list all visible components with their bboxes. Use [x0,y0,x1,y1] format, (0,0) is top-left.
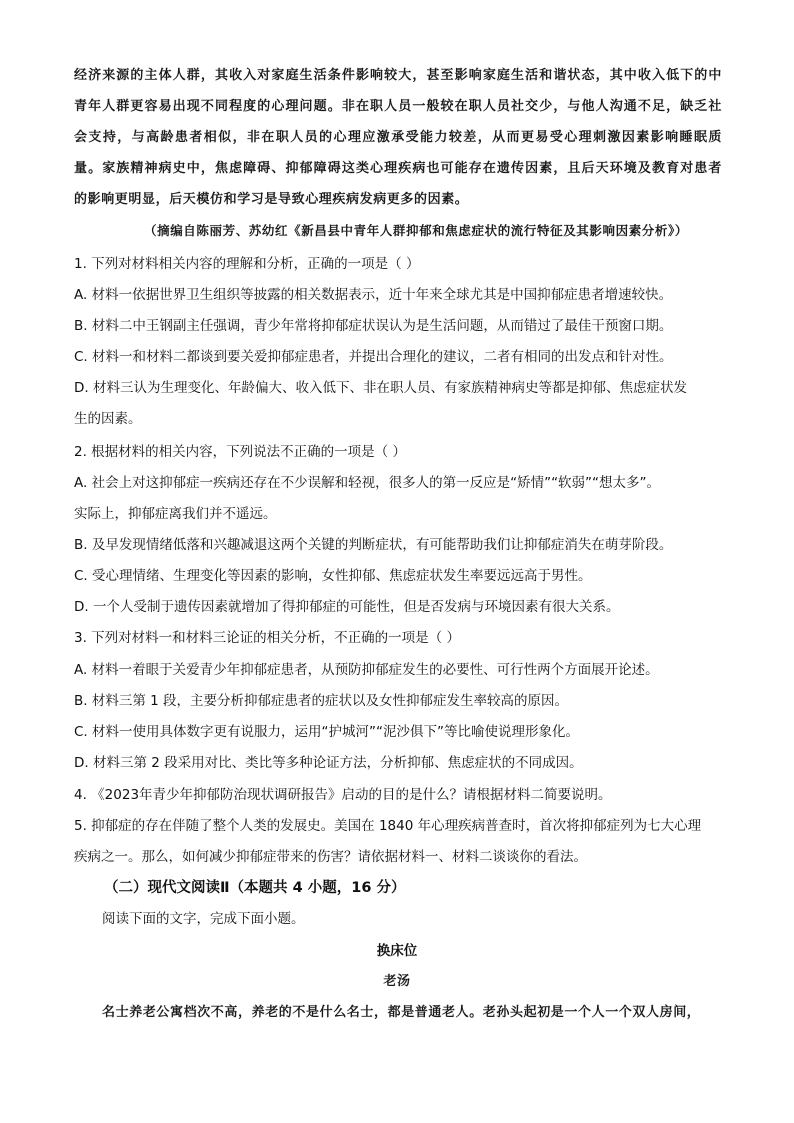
material-three-line-1: 经济来源的主体人群，其收入对家庭生活条件影响较大，甚至影响家庭生活和谐状态，其中收入低下的中 [74,68,722,83]
question-1-option-d-cont: 生的因素。 [74,411,142,427]
question-4-stem: 4. 《2023年青少年抑郁防治现状调研报告》启动的目的是什么？请根据材料二简要说明。 [74,787,612,803]
question-1-option-c: C. 材料一和材料二都谈到要关爱抑郁症患者，并提出合理化的建议，二者有相同的出发点和针对性。 [74,349,673,365]
question-3-option-d: D. 材料三第 2 段采用对比、类比等多种论证方法，分析抑郁、焦虑症状的不同成因。 [74,755,583,771]
question-1-option-a: A. 材料一依据世界卫生组织等披露的相关数据表示，近十年来全球尤其是中国抑郁症患者增速较快。 [74,287,673,303]
story-title: 换床位 [376,943,418,959]
reading-instruction: 阅读下面的文字，完成下面小题。 [102,911,305,927]
question-3-stem: 3. 下列对材料一和材料三论证的相关分析，不正确的一项是（ ） [74,630,460,646]
story-author: 老汤 [383,974,411,989]
material-three-line-4: 量。家族精神病史中，焦虑障碍、抑郁障碍这类心理疾病也可能存在遗传因素，且后天环境及教育对患者 [74,161,722,176]
question-5-stem: 5. 抑郁症的存在伴随了整个人类的发展史。美国在 1840 年心理疾病普查时，首次将抑郁症列为七大心理 [74,818,702,834]
question-1-stem: 1. 下列对材料相关内容的理解和分析，正确的一项是（ ） [74,256,420,272]
question-1-option-d: D. 材料三认为生理变化、年龄偏大、收入低下、非在职人员、有家族精神病史等都是抑郁、焦虑症状发 [74,380,687,396]
question-5-stem-cont: 疾病之一。那么，如何减少抑郁症带来的伤害？请依据材料一、材料二谈谈你的看法。 [74,849,587,865]
question-2-stem: 2. 根据材料的相关内容，下列说法不正确的一项是（ ） [74,444,406,460]
question-1-option-b: B. 材料二中王钢副主任强调，青少年常将抑郁症状误认为是生活问题，从而错过了最佳干预窗口期。 [74,318,673,334]
material-three-line-2: 青年人群更容易出现不同程度的心理问题。非在职人员一般较在职人员社交少，与他人沟通不足，缺乏社 [74,99,722,114]
question-2-option-c: C. 受心理情绪、生理变化等因素的影响，女性抑郁、焦虑症状发生率要远远高于男性。 [74,568,592,584]
question-2-option-b: B. 及早发现情绪低落和兴趣减退这两个关键的判断症状，有可能帮助我们让抑郁症消失在萌芽阶段。 [74,537,673,553]
question-2-option-a: A. 社会上对这抑郁症一疾病还存在不少误解和轻视，很多人的第一反应是“矫情”“软弱”“想太多”。 [74,475,661,491]
story-first-line: 名士养老公寓档次不高，养老的不是什么名士，都是普通老人。老孙头起初是一个人一个双人房间， [102,1005,701,1020]
source-note: （摘编自陈丽芳、苏幼红《新昌县中青年人群抑郁和焦虑症状的流行特征及其影响因素分析》） [144,223,688,238]
question-2-option-d: D. 一个人受制于遗传因素就增加了得抑郁症的可能性，但是否发病与环境因素有很大关系。 [74,599,620,615]
material-three-line-5: 的影响更明显，后天模仿和学习是导致心理疾病发病更多的因素。 [74,192,469,207]
material-three-line-3: 会支持，与高龄患者相似，非在职人员的心理应激承受能力较差，从而更易受心理刺激因素影响睡眠质 [74,130,722,145]
question-2-option-a-cont: 实际上，抑郁症离我们并不遥远。 [74,506,277,522]
question-3-option-b: B. 材料三第 1 段，主要分析抑郁症患者的症状以及女性抑郁症发生率较高的原因。 [74,693,569,709]
section-heading: （二）现代文阅读Ⅱ（本题共 4 小题，16 分） [104,880,406,896]
question-3-option-c: C. 材料一使用具体数字更有说服力，运用“护城河”“泥沙俱下”等比喻使说理形象化。 [74,724,579,740]
question-3-option-a: A. 材料一着眼于关爱青少年抑郁症患者，从预防抑郁症发生的必要性、可行性两个方面展开论述。 [74,662,659,678]
